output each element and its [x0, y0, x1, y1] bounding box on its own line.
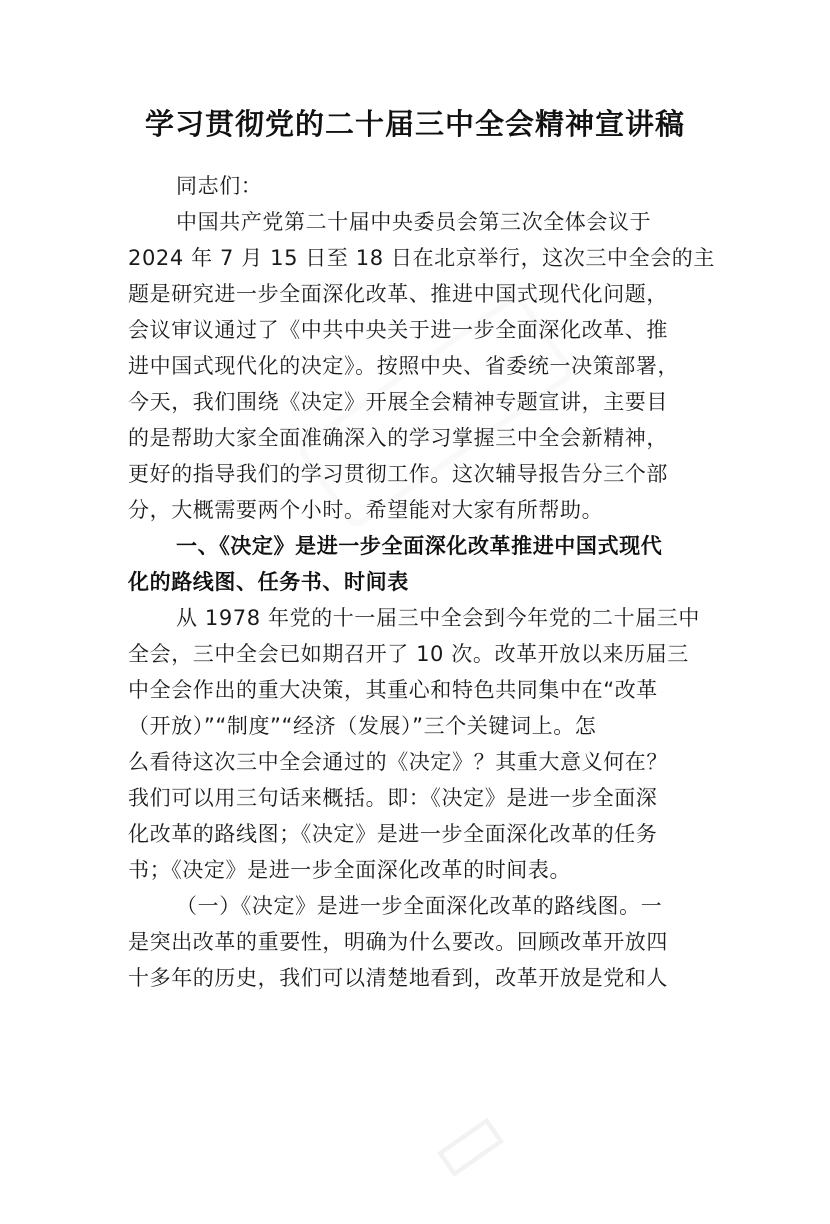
subsection-line: （一）《决定》是进一步全面深化改革的路线图。一	[176, 894, 663, 918]
paragraph-line: 今天，我们围绕《决定》开展全会精神专题宣讲，主要目	[128, 390, 668, 414]
paragraph-line: （开放）”“制度”“经济（发展）”三个关键词上。怎	[128, 714, 597, 738]
paragraph-line: 中国共产党第二十届中央委员会第三次全体会议于	[176, 210, 652, 234]
paragraph-line: 进中国式现代化的决定》。按照中央、省委统一决策部署，	[128, 354, 680, 378]
watermark-icon: ▭	[409, 1082, 525, 1202]
paragraph-line: 全会，三中全会已如期召开了 10 次。改革开放以来历届三	[128, 642, 689, 666]
paragraph-line: 书；《决定》是进一步全面深化改革的时间表。	[128, 858, 572, 882]
document-title: 学习贯彻党的二十届三中全会精神宣讲稿	[144, 107, 685, 141]
salutation: 同志们：	[176, 174, 263, 198]
paragraph-line: 更好的指导我们的学习贯彻工作。这次辅导报告分三个部	[128, 462, 668, 486]
paragraph-line: 化改革的路线图；《决定》是进一步全面深化改革的任务	[128, 822, 658, 846]
paragraph-line: 十多年的历史，我们可以清楚地看到，改革开放是党和人	[128, 966, 668, 990]
paragraph-line: 中全会作出的重大决策，其重心和特色共同集中在“改革	[128, 678, 658, 702]
paragraph-line: 从 1978 年党的十一届三中全会到今年党的二十届三中	[176, 606, 700, 630]
paragraph-line: 我们可以用三句话来概括。即：《决定》是进一步全面深	[128, 786, 658, 810]
paragraph-line: 会议审议通过了《中共中央关于进一步全面深化改革、推	[128, 318, 668, 342]
paragraph-line: 题是研究进一步全面深化改革、推进中国式现代化问题，	[128, 282, 668, 306]
paragraph-line: 是突出改革的重要性，明确为什么要改。回顾改革开放四	[128, 930, 668, 954]
paragraph-line: 么看待这次三中全会通过的《决定》？其重大意义何在？	[128, 750, 668, 774]
paragraph-line: 2024 年 7 月 15 日至 18 日在北京举行，这次三中全会的主	[128, 246, 715, 270]
section-heading: 化的路线图、任务书、时间表	[128, 570, 409, 594]
paragraph-line: 分，大概需要两个小时。希望能对大家有所帮助。	[128, 498, 604, 522]
paragraph-line: 的是帮助大家全面准确深入的学习掌握三中全会新精神，	[128, 426, 668, 450]
section-heading: 一、《决定》是进一步全面深化改革推进中国式现代	[176, 534, 663, 558]
